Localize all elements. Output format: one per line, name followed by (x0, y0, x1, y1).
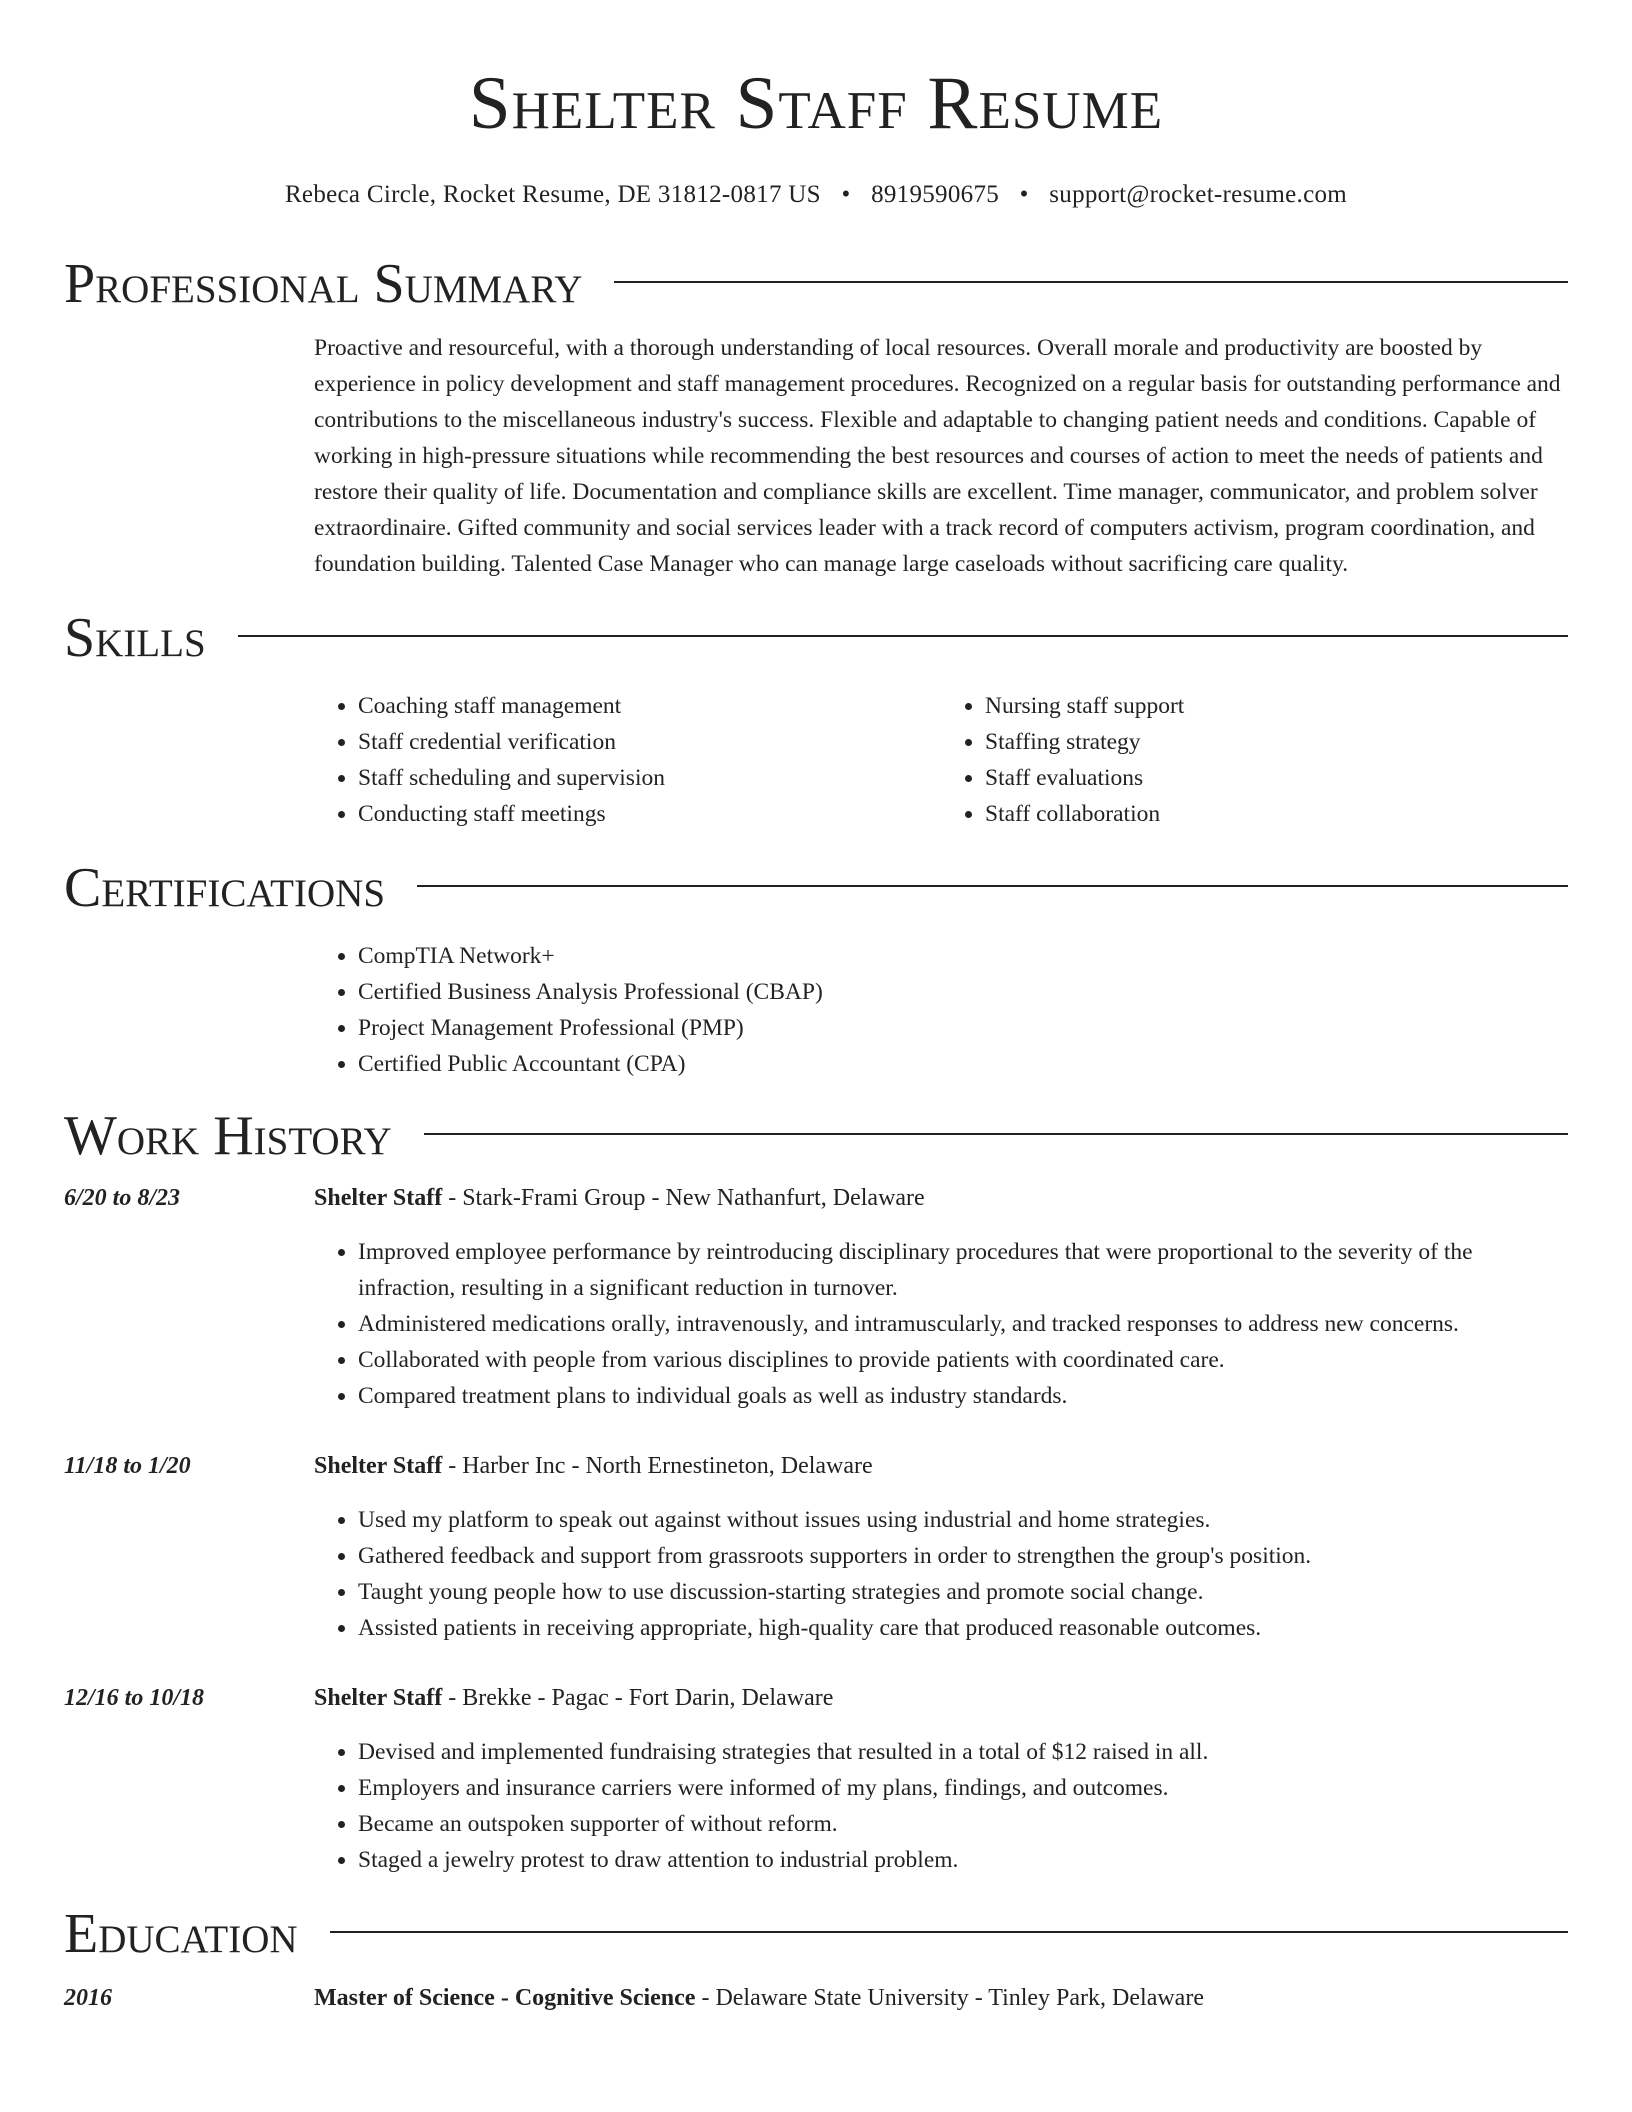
section-header-education (64, 1900, 1568, 1968)
job-dates: 6/20 to 8/23 (64, 1185, 181, 1211)
job-main (314, 1448, 1568, 1646)
section-header-skills (64, 604, 1568, 672)
job-bullets (314, 1234, 1568, 1414)
section-title-skills: Skills (64, 607, 206, 669)
job-details: - Brekke - Pagac - Fort Darin, Delaware (442, 1685, 834, 1711)
section-divider (424, 1133, 1568, 1135)
skill-item: • Staff collaboration (985, 796, 1568, 832)
contact-phone: 8919590675 (871, 181, 1000, 208)
section-divider (417, 885, 1568, 887)
certifications-list (314, 938, 1568, 1082)
certification-item: • Project Management Professional (PMP) (358, 1010, 1568, 1046)
certifications-block (314, 938, 1568, 1082)
skill-item: • Staff scheduling and supervision (358, 760, 941, 796)
skill-item: • Staff evaluations (985, 760, 1568, 796)
education-headline (314, 1980, 1568, 2016)
section-divider (330, 1931, 1568, 1933)
job-headline (314, 1680, 1568, 1716)
section-divider (238, 635, 1568, 637)
education-main (314, 1980, 1568, 2016)
job-dates: 11/18 to 1/20 (64, 1453, 191, 1479)
job-bullet: • Administered medications orally, intravenously, and intramuscularly, and tracked responses to address new concerns. (358, 1306, 1568, 1342)
skill-item: • Nursing staff support (985, 688, 1568, 724)
certification-item: • Certified Public Accountant (CPA) (358, 1046, 1568, 1082)
job-details: - Harber Inc - North Ernestineton, Delaware (442, 1453, 873, 1479)
skill-item: • Conducting staff meetings (358, 796, 941, 832)
education-degree: Master of Science - Cognitive Science (314, 1985, 696, 2011)
section-title-education: Education (64, 1903, 298, 1965)
job-headline (314, 1448, 1568, 1484)
job-title: Shelter Staff (314, 1453, 443, 1479)
section-header-work (64, 1102, 1568, 1170)
job-bullet: • Employers and insurance carriers were informed of my plans, findings, and outcomes. (358, 1770, 1568, 1806)
summary-text: Proactive and resourceful, with a thorough understanding of local resources. Overall morale and productivity are boosted by experience in policy development and staff management procedures. Recognized on a regular basis for outstanding performance and contributions to the miscellaneous industry's success. Flexible and adaptable to changing patient needs and conditions. Capable of working in high-pressure situations while recommending the best resources and courses of action to meet the needs of patients and restore their quality of life. Documentation and compliance skills are excellent. Time manager, communicator, and problem solver extraordinaire. Gifted community and social services leader with a track record of computers activism, program coordination, and foundation building. Talented Case Manager who can manage large caseloads without sacrificing care quality. (314, 335, 1561, 577)
education-details: - Delaware State University - Tinley Park, Delaware (695, 1985, 1204, 2011)
job-bullets (314, 1502, 1568, 1646)
skills-block (314, 688, 1568, 832)
contact-separator: • (841, 181, 851, 208)
skills-list-left (314, 688, 941, 832)
job-main (314, 1680, 1568, 1878)
section-header-summary (64, 250, 1568, 318)
summary-block (314, 330, 1568, 582)
skills-list-right (941, 688, 1568, 832)
job-entry (64, 1180, 1568, 1414)
skill-item: • Coaching staff management (358, 688, 941, 724)
job-bullet: • Assisted patients in receiving appropriate, high-quality care that produced reasonable outcomes. (358, 1610, 1568, 1646)
section-title-summary: Professional Summary (64, 253, 583, 315)
contact-address: Rebeca Circle, Rocket Resume, DE 31812-0817 US (284, 181, 821, 208)
job-entry (64, 1680, 1568, 1878)
job-bullet: • Staged a jewelry protest to draw attention to industrial problem. (358, 1842, 1568, 1878)
job-bullets (314, 1734, 1568, 1878)
job-main (314, 1180, 1568, 1414)
job-bullet: • Devised and implemented fundraising strategies that resulted in a total of $12 raised in all. (358, 1734, 1568, 1770)
job-title: Shelter Staff (314, 1685, 443, 1711)
education-year: 2016 (64, 1985, 112, 2011)
job-bullet: • Gathered feedback and support from grassroots supporters in order to strengthen the group's position. (358, 1538, 1568, 1574)
job-bullet: • Collaborated with people from various disciplines to provide patients with coordinated care. (358, 1342, 1568, 1378)
job-details: - Stark-Frami Group - New Nathanfurt, Delaware (442, 1185, 925, 1211)
contact-email: support@rocket-resume.com (1049, 181, 1348, 208)
job-bullet: • Compared treatment plans to individual goals as well as industry standards. (358, 1378, 1568, 1414)
job-bullet: • Became an outspoken supporter of without reform. (358, 1806, 1568, 1842)
section-header-certifications (64, 854, 1568, 922)
section-title-work: Work History (64, 1105, 392, 1167)
certification-item: • Certified Business Analysis Professional (CBAP) (358, 974, 1568, 1010)
skill-item: • Staff credential verification (358, 724, 941, 760)
resume-title: Shelter Staff Resume (468, 62, 1164, 145)
job-title: Shelter Staff (314, 1185, 443, 1211)
job-headline (314, 1180, 1568, 1216)
education-entry (64, 1980, 1568, 2016)
job-dates: 12/16 to 10/18 (64, 1685, 205, 1711)
certification-item: • CompTIA Network+ (358, 938, 1568, 974)
job-bullet: • Taught young people how to use discussion-starting strategies and promote social change. (358, 1574, 1568, 1610)
section-divider (614, 281, 1568, 283)
contact-separator: • (1019, 181, 1029, 208)
job-bullet: • Improved employee performance by reintroducing disciplinary procedures that were proportional to the severity of the infraction, resulting in a significant reduction in turnover. (358, 1234, 1568, 1306)
contact-line (0, 178, 1632, 212)
skill-item: • Staffing strategy (985, 724, 1568, 760)
job-entry (64, 1448, 1568, 1646)
section-title-certifications: Certifications (64, 857, 386, 919)
job-bullet: • Used my platform to speak out against without issues using industrial and home strategies. (358, 1502, 1568, 1538)
